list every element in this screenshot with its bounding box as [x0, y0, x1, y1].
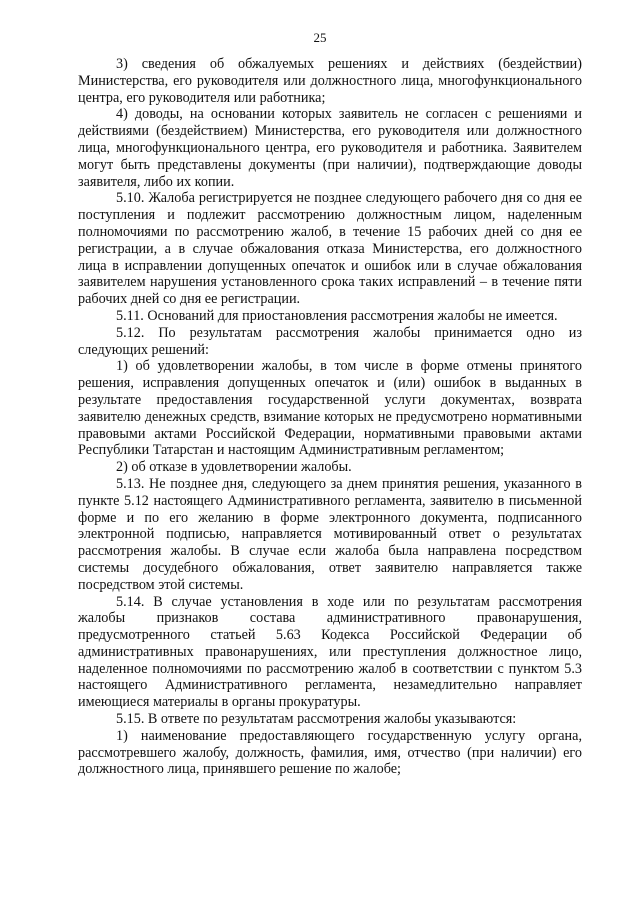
paragraph-5-13-response: 5.13. Не позднее дня, следующего за днем принятия решения, указанного в пункте 5.12 настоящего Административного регламента, заявителю в письменной форме и по его желанию в форме электронного документа, подписанного электронной подписью, направляется мотивированный ответ о результатах рассмотрения жалобы. В случае если жалоба была направлена посредством системы досудебного обжалования, ответ заявителю направляется также посредством этой системы.	[78, 475, 582, 593]
paragraph-5-11-no-suspension: 5.11. Оснований для приостановления рассмотрения жалобы не имеется.	[116, 307, 558, 324]
paragraph-item-3-appeal-details: 3) сведения об обжалуемых решениях и действиях (бездействии) Министерства, его руководителя или должностного лица, многофункционального центра, его руководителя или работника;	[78, 56, 582, 106]
paragraph-5-15-response-contents: 5.15. В ответе по результатам рассмотрения жалобы указываются:	[116, 711, 517, 728]
paragraph-response-item-1: 1) наименование предоставляющего государственную услугу органа, рассмотревшего жалобу, должность, фамилия, имя, отчество (при наличии) его должностного лица, принявшего решение по жалобе;	[78, 727, 582, 778]
paragraph-5-14-prosecution: 5.14. В случае установления в ходе или по результатам рассмотрения жалобы признаков состава административного правонарушения, предусмотренного статьей 5.63 Кодекса Российской Федерации об административных правонарушениях, или преступления должностное лицо, наделенное полномочиями по рассмотрению жалоб в соответствии с пунктом 5.3 настоящего Административного регламента, незамедлительно направляет имеющиеся материалы в органы прокуратуры.	[78, 593, 582, 711]
paragraph-decision-refuse: 2) об отказе в удовлетворении жалобы.	[116, 459, 352, 476]
document-body	[78, 56, 582, 778]
paragraph-5-12-decisions: 5.12. По результатам рассмотрения жалобы принимается одно из следующих решений:	[78, 324, 582, 358]
paragraph-decision-satisfy: 1) об удовлетворении жалобы, в том числе в форме отмены принятого решения, исправления допущенных опечаток и (или) ошибок в выданных в результате предоставления государственной услуги документах, возврата заявителю денежных средств, взимание которых не предусмотрено нормативными правовыми актами Российской Федерации, нормативными правовыми актами Республики Татарстан и настоящим Административным регламентом;	[78, 358, 582, 459]
paragraph-item-4-arguments: 4) доводы, на основании которых заявитель не согласен с решениями и действиями (бездействием) Министерства, его руководителя или должностного лица, многофункционального центра, его руководителя и работника. Заявителем могут быть представлены документы (при наличии), подтверждающие доводы заявителя, либо их копии.	[78, 106, 582, 190]
page-number: 25	[313, 30, 327, 45]
paragraph-5-10-registration: 5.10. Жалоба регистрируется не позднее следующего рабочего дня со дня ее поступления и подлежит рассмотрению должностным лицом, наделенным полномочиями по рассмотрению жалоб, в течение 15 рабочих дней со дня ее регистрации, а в случае обжалования отказа Министерства, его должностного лица в исправлении допущенных опечаток и ошибок или в случае обжалования заявителем нарушения установленного срока таких исправлений – в течение пяти рабочих дней со дня ее регистрации.	[78, 190, 582, 308]
